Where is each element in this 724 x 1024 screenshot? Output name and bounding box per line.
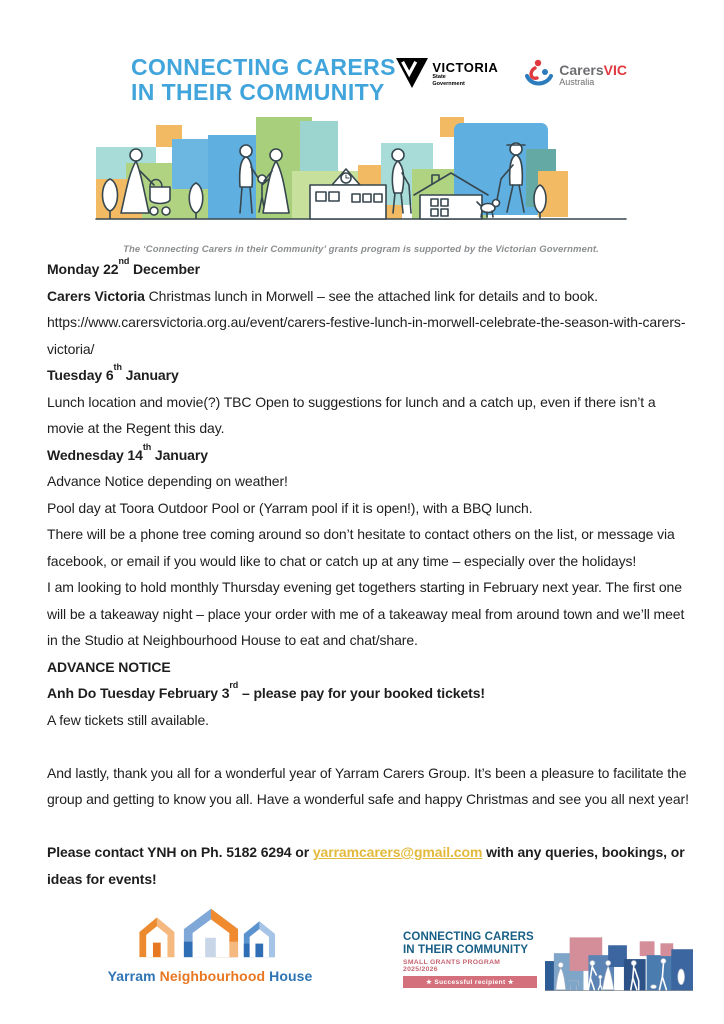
text-run: Carers Victoria — [47, 287, 145, 304]
victoria-logo-text: VICTORIA State Government — [432, 60, 499, 87]
banner-title-line1: CONNECTING CARERS — [131, 54, 396, 80]
paragraph — [47, 760, 692, 813]
text-run: Monday 22 — [47, 261, 119, 277]
badge-title: CONNECTING CARERS IN THEIR COMMUNITY — [403, 931, 534, 956]
text-run: th — [142, 441, 152, 452]
paragraph — [47, 839, 692, 892]
banner-title — [131, 55, 396, 105]
text-run: Lunch location and movie(?) TBC Open to suggestions for lunch and a catch up, even if there isn’t a movie at the Regent this day. — [47, 393, 656, 436]
paragraph — [47, 389, 692, 442]
paragraph — [47, 733, 692, 760]
ynh-logo — [105, 903, 315, 984]
text-run: Tuesday 6 — [47, 367, 114, 383]
text-run: There will be a phone tree coming around so don’t hesitate to contact others on the list, or message via facebook, or email if you would like to chat or catch up at any time – especially over the holidays! — [47, 526, 675, 569]
text-run: And lastly, thank you all for a wonderful year of Yarram Carers Group. It’s been a pleasure to facilitate the group and getting to know you all. Have a wonderful safe and happy Christmas and see you all next year! — [47, 764, 689, 807]
badge-subtitle: SMALL GRANTS PROGRAM 2025/2026 — [403, 959, 501, 974]
paragraph — [47, 362, 692, 389]
text-run: nd — [118, 256, 130, 266]
banner-caption: The ‘Connecting Carers in their Community’ grants program is supported by the Victorian Government. — [123, 243, 599, 255]
paragraph — [47, 707, 692, 734]
paragraph — [47, 495, 692, 522]
text-run: Wednesday 14 — [47, 446, 143, 463]
carers-vic-swirl-icon — [524, 57, 554, 94]
text-run: December — [129, 261, 200, 277]
paragraph — [47, 283, 692, 310]
header-banner — [95, 55, 627, 255]
document-body — [47, 256, 692, 892]
text-run: January — [121, 367, 179, 383]
text-run: Advance Notice depending on weather! — [47, 473, 288, 489]
paragraph — [47, 468, 692, 495]
paragraph — [47, 654, 692, 681]
paragraph — [47, 680, 692, 707]
banner-logos — [396, 55, 627, 94]
text-run: th — [113, 362, 122, 372]
victoria-government-logo — [396, 57, 498, 94]
text-run: Christmas lunch in Morwell – see the attached link for details and to book. — [144, 287, 598, 304]
text-run: Please contact YNH on Ph. 5182 6294 or — [47, 844, 313, 860]
paragraph — [47, 256, 692, 283]
ynh-houses-icon — [125, 948, 295, 965]
banner-title-line2: IN THEIR COMMUNITY — [131, 78, 385, 105]
badge-illustration — [545, 925, 693, 1010]
grants-recipient-badge — [403, 925, 693, 1010]
text-run: A few tickets still available. — [47, 711, 209, 728]
community-illustration — [95, 115, 627, 238]
text-run: rd — [229, 680, 239, 690]
banner-top-row — [95, 55, 627, 105]
text-run: – please pay for your booked tickets! — [238, 685, 485, 701]
text-run: Anh Do Tuesday February 3 — [47, 685, 230, 701]
ynh-logo-text: Yarram Neighbourhood House — [107, 968, 313, 984]
paragraph — [47, 309, 692, 362]
paragraph — [47, 813, 692, 840]
text-run: ADVANCE NOTICE — [47, 658, 171, 675]
paragraph — [47, 574, 692, 654]
carers-vic-logo — [524, 57, 627, 94]
text-run: with any queries, bookings, or ideas for events! — [47, 844, 685, 887]
paragraph — [47, 521, 692, 574]
text-run: Pool day at Toora Outdoor Pool or (Yarram pool if it is open!), with a BBQ lunch. — [47, 499, 533, 516]
text-run: I am looking to hold monthly Thursday evening get togethers starting in February next year. The first one will be a takeaway night – place your order with me of a takeaway meal from around town and we’ll meet in the Studio at Neighbourhood House to eat and chat/share. — [47, 579, 685, 648]
badge-text-block — [403, 925, 537, 988]
victoria-triangle-icon — [396, 57, 428, 94]
url-text: https://www.carersvictoria.org.au/event/carers-festive-lunch-in-morwell-celebrate-the-season-with-carers-victoria/ — [47, 314, 686, 357]
text-run: January — [151, 446, 208, 463]
badge-recipient-banner: ★ Successful recipient ★ — [403, 976, 537, 988]
paragraph — [47, 442, 692, 469]
email-link[interactable]: yarramcarers@gmail.com — [312, 844, 483, 860]
carers-vic-text: CarersVIC Australia — [559, 62, 627, 88]
